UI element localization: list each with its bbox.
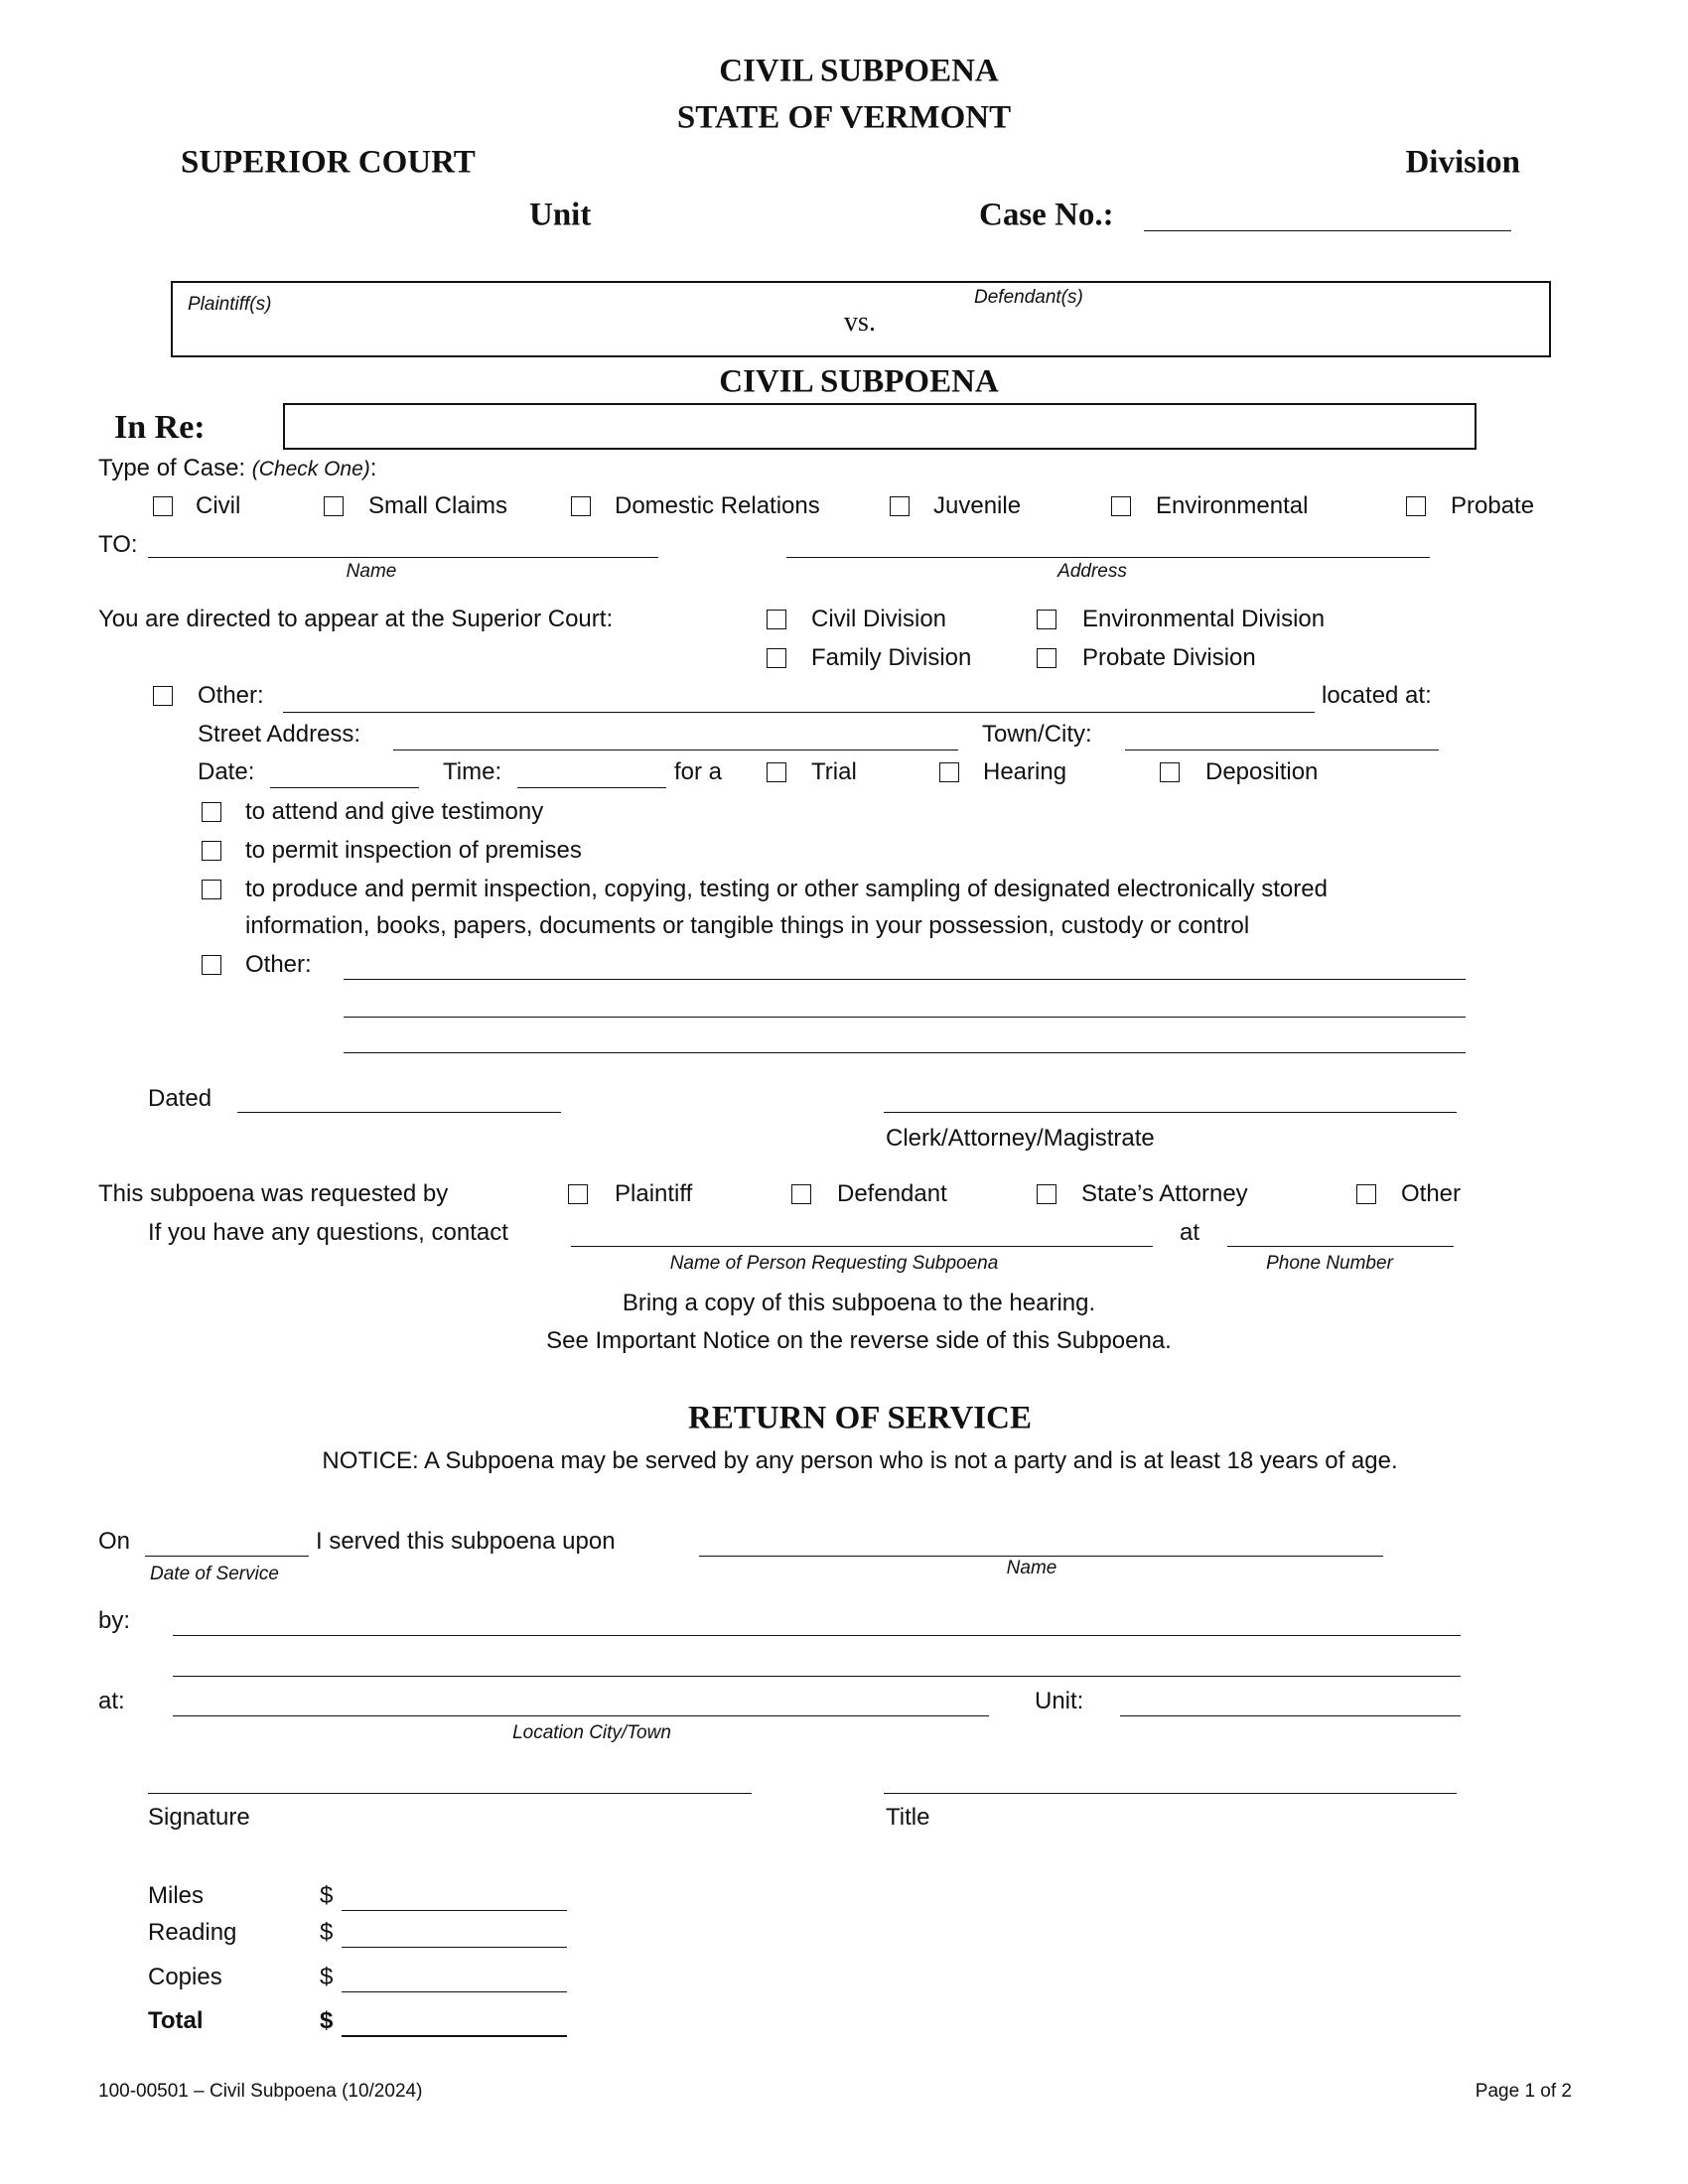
date-of-service-caption: Date of Service <box>150 1564 279 1584</box>
contact-name-caption: Name of Person Requesting Subpoena <box>669 1253 999 1274</box>
case-type-environmental-label: Environmental <box>1156 492 1309 519</box>
time-field[interactable] <box>517 787 666 788</box>
form-title: CIVIL SUBPOENA <box>719 53 999 89</box>
state-title: STATE OF VERMONT <box>676 99 1012 136</box>
case-type-small-claims-checkbox[interactable] <box>324 496 344 516</box>
testimony-label: to attend and give testimony <box>245 798 544 825</box>
fee-miles-field[interactable] <box>342 1910 567 1911</box>
other-purpose-checkbox[interactable] <box>202 955 221 975</box>
appear-label: You are directed to appear at the Superior Court: <box>98 606 614 632</box>
other-purpose-field-3[interactable] <box>344 1052 1466 1053</box>
produce-label-continued: information, books, papers, documents or tangible things in your possession, custody or control <box>245 912 1250 939</box>
form-id: 100-00501 – Civil Subpoena (10/2024) <box>98 2081 423 2102</box>
served-by-field-1[interactable] <box>173 1635 1461 1636</box>
date-field[interactable] <box>270 787 419 788</box>
contact-phone-caption: Phone Number <box>1266 1253 1393 1274</box>
contact-phone-field[interactable] <box>1227 1246 1454 1247</box>
fee-copies-label: Copies <box>148 1964 222 1990</box>
fee-reading-currency: $ <box>320 1919 334 1946</box>
served-name-caption: Name <box>1006 1558 1057 1578</box>
to-name-field[interactable] <box>148 557 658 558</box>
dated-label: Dated <box>148 1085 212 1112</box>
requested-plaintiff-label: Plaintiff <box>615 1180 693 1207</box>
in-re-field[interactable] <box>283 403 1477 450</box>
street-address-label: Street Address: <box>198 721 361 748</box>
requested-plaintiff-checkbox[interactable] <box>568 1184 588 1204</box>
case-type-domestic-checkbox[interactable] <box>571 496 591 516</box>
other-location-label: Other: <box>198 682 264 709</box>
on-label: On <box>98 1528 131 1555</box>
for-a-label: for a <box>674 758 723 785</box>
testimony-checkbox[interactable] <box>202 802 221 822</box>
bring-copy-note: Bring a copy of this subpoena to the hearing. <box>622 1290 1096 1316</box>
case-type-civil-checkbox[interactable] <box>153 496 173 516</box>
fee-copies-currency: $ <box>320 1964 334 1990</box>
family-division-label: Family Division <box>811 644 972 671</box>
by-label: by: <box>98 1607 131 1634</box>
inspection-label: to permit inspection of premises <box>245 837 582 864</box>
signer-caption: Clerk/Attorney/Magistrate <box>886 1125 1155 1152</box>
date-label: Date: <box>198 758 255 785</box>
signer-signature-field[interactable] <box>884 1112 1457 1113</box>
dated-field[interactable] <box>237 1112 561 1113</box>
contact-name-field[interactable] <box>571 1246 1153 1247</box>
division-label: Division <box>1405 144 1520 181</box>
fee-copies-field[interactable] <box>342 1991 567 1992</box>
case-type-juvenile-label: Juvenile <box>933 492 1022 519</box>
contact-at-label: at <box>1180 1219 1200 1246</box>
case-type-small-claims-label: Small Claims <box>368 492 508 519</box>
title-caption: Title <box>886 1804 930 1831</box>
other-purpose-field-2[interactable] <box>344 1017 1466 1018</box>
served-upon-label: I served this subpoena upon <box>316 1528 616 1555</box>
signature-caption: Signature <box>148 1804 250 1831</box>
fee-reading-label: Reading <box>148 1919 237 1946</box>
to-label: TO: <box>98 531 138 558</box>
unit-field-label: Unit: <box>1035 1688 1084 1714</box>
case-type-environmental-checkbox[interactable] <box>1111 496 1131 516</box>
town-city-field[interactable] <box>1125 750 1439 751</box>
civil-division-checkbox[interactable] <box>767 610 786 629</box>
other-purpose-label: Other: <box>245 951 312 978</box>
served-name-field[interactable] <box>699 1556 1383 1557</box>
case-type-civil-label: Civil <box>196 492 241 519</box>
in-re-label: In Re: <box>114 409 206 446</box>
fee-reading-field[interactable] <box>342 1947 567 1948</box>
fee-total-currency: $ <box>320 2007 334 2034</box>
family-division-checkbox[interactable] <box>767 648 786 668</box>
probate-division-checkbox[interactable] <box>1037 648 1056 668</box>
inspection-checkbox[interactable] <box>202 841 221 861</box>
requested-states-attorney-checkbox[interactable] <box>1037 1184 1056 1204</box>
environmental-division-checkbox[interactable] <box>1037 610 1056 629</box>
hearing-checkbox[interactable] <box>939 762 959 782</box>
at-label: at: <box>98 1688 125 1714</box>
produce-label: to produce and permit inspection, copying, testing or other sampling of designated electronically stored <box>245 876 1328 902</box>
location-caption: Location City/Town <box>512 1722 671 1743</box>
court-label: SUPERIOR COURT <box>181 144 476 181</box>
important-notice-note: See Important Notice on the reverse side of this Subpoena. <box>546 1327 1172 1354</box>
case-type-probate-label: Probate <box>1451 492 1535 519</box>
unit-label: Unit <box>529 197 592 233</box>
requested-states-attorney-label: State’s Attorney <box>1081 1180 1248 1207</box>
fee-miles-currency: $ <box>320 1882 334 1909</box>
fee-total-field[interactable] <box>342 2035 567 2037</box>
case-type-probate-checkbox[interactable] <box>1406 496 1426 516</box>
requested-by-label: This subpoena was requested by <box>98 1180 449 1207</box>
street-address-field[interactable] <box>393 750 958 751</box>
trial-checkbox[interactable] <box>767 762 786 782</box>
return-notice: NOTICE: A Subpoena may be served by any person who is not a party and is at least 18 years of age. <box>322 1447 1398 1474</box>
case-no-label: Case No.: <box>979 197 1114 233</box>
case-type-domestic-label: Domestic Relations <box>615 492 820 519</box>
served-by-field-2[interactable] <box>173 1676 1461 1677</box>
environmental-division-label: Environmental Division <box>1082 606 1326 632</box>
fee-total-label: Total <box>148 2007 204 2034</box>
to-address-field[interactable] <box>786 557 1430 558</box>
requested-defendant-checkbox[interactable] <box>791 1184 811 1204</box>
located-at-label: located at: <box>1322 682 1432 709</box>
page-number: Page 1 of 2 <box>1475 2081 1572 2102</box>
fee-miles-label: Miles <box>148 1882 205 1909</box>
date-of-service-field[interactable] <box>145 1556 309 1557</box>
other-location-field[interactable] <box>283 712 1315 713</box>
return-of-service-title: RETURN OF SERVICE <box>687 1400 1033 1436</box>
probate-division-label: Probate Division <box>1082 644 1256 671</box>
server-title-field[interactable] <box>884 1793 1457 1794</box>
requested-other-checkbox[interactable] <box>1356 1184 1376 1204</box>
case-type-juvenile-checkbox[interactable] <box>890 496 910 516</box>
case-no-field[interactable] <box>1144 230 1511 231</box>
server-signature-field[interactable] <box>148 1793 752 1794</box>
to-name-caption: Name <box>346 561 397 582</box>
town-city-label: Town/City: <box>982 721 1092 748</box>
trial-label: Trial <box>811 758 857 785</box>
to-address-caption: Address <box>1057 561 1127 582</box>
contact-label: If you have any questions, contact <box>148 1219 508 1246</box>
location-field[interactable] <box>173 1715 989 1716</box>
deposition-checkbox[interactable] <box>1160 762 1180 782</box>
produce-checkbox[interactable] <box>202 880 221 899</box>
deposition-label: Deposition <box>1205 758 1319 785</box>
hearing-label: Hearing <box>983 758 1067 785</box>
subpoena-subtitle: CIVIL SUBPOENA <box>719 363 999 400</box>
vs-label: vs. <box>844 307 876 338</box>
defendant-caption: Defendant(s) <box>974 287 1083 308</box>
unit-field[interactable] <box>1120 1715 1461 1716</box>
case-type-label: Type of Case: (Check One): <box>98 455 377 481</box>
other-location-checkbox[interactable] <box>153 686 173 706</box>
requested-other-label: Other <box>1401 1180 1462 1207</box>
other-purpose-field-1[interactable] <box>344 979 1466 980</box>
requested-defendant-label: Defendant <box>837 1180 947 1207</box>
plaintiff-caption: Plaintiff(s) <box>188 294 272 315</box>
civil-division-label: Civil Division <box>811 606 947 632</box>
time-label: Time: <box>443 758 502 785</box>
